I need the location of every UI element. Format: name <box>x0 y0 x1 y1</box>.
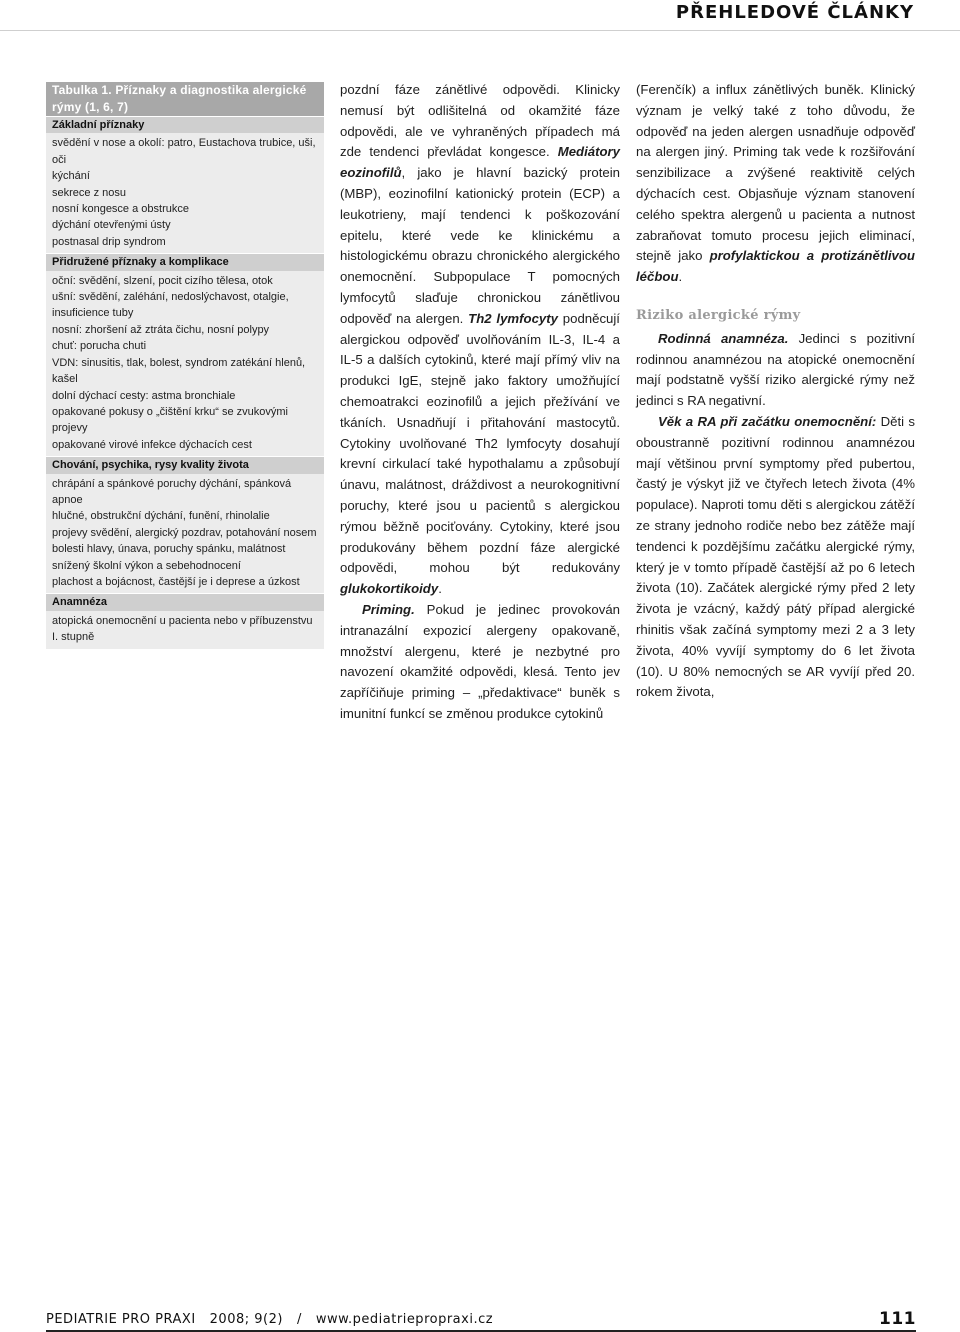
page-number: 111 <box>879 1309 916 1329</box>
text-run: , jako je hlavní bazický protein (MBP), eozinofilní kationický protein (ECP) a leukotrieny, mají tendenci k poškozování epitelu, které vede ke klinickému a histologickému obrazu chronického alergického onemocnění. Subpopulace T pomocných lymfocytů slaďuje chronickou zánětlivou odpověď na alergen. <box>340 165 620 326</box>
table-section-body <box>46 611 324 649</box>
journal-issue: 2008; 9(2) <box>209 1312 283 1327</box>
table-item: dýchání otevřenými ústy <box>52 219 171 232</box>
table-item: projevy svědění, alergický pozdrav, potahování nosem <box>52 526 317 539</box>
journal-name: PEDIATRIE PRO PRAXI <box>46 1312 196 1327</box>
table-section-body <box>46 271 324 456</box>
header-divider <box>0 30 960 31</box>
table-item: nosní kongesce a obstrukce <box>52 203 189 216</box>
table-item: postnasal drip syndrom <box>52 235 166 248</box>
table-title: Tabulka 1. Příznaky a diagnostika alergické rýmy (1, 6, 7) <box>46 82 324 116</box>
table-section-heading: Chování, psychika, rysy kvality života <box>46 456 324 473</box>
text-run: podněcují alergickou odpověď uvolňováním IL-3, IL-4 a IL-5 a dalších cytokinů, které mají přímý vliv na produkci IgE, stejně jako faktory umožňující chemoatrakci eozinofilů a jejich přežívání ve tkáních. Usnadňují i přitahování mastocytů. Cytokiny uvolňované Th2 lymfocyty dosahují krevní cirkulací také hypothalamu a způsobují únavu, malátnost, dráždivost a neurokognitivní poruchy, které jsou u pacientů s alergickou rýmou běžně pociťovány. Cytokiny, které jsou produkovány během pozdní fáze alergické odpovědi, mohou být redukovány <box>340 310 620 576</box>
footer-citation <box>46 1312 493 1327</box>
table-item: VDN: sinusitis, tlak, bolest, syndrom zatékání hlenů, kašel <box>52 356 306 386</box>
text-run: (Ferenčík) a influx zánětlivých buněk. Klinický význam je velký také z toho důvodu, že odpověď na jeden alergen usnadňuje odpověď na alergen jiný. Priming tak vede k rozšiřování senzibilizace a zvýšené reaktivitě celých dýchacích cest. Objasňuje význam stanovení celého spektra alergenů u pacienta a nutnost zabraňovat tomuto procesu jejich eliminací, stejně jako <box>636 82 915 264</box>
paragraph <box>340 600 620 725</box>
footer-separator: / <box>296 1312 302 1327</box>
table-item: plachost a bojácnost, častější je i deprese a úzkost <box>52 575 300 588</box>
table-item: kýchání <box>52 170 90 183</box>
table-item: svědění v nose a okolí: patro, Eustachova trubice, uši, oči <box>52 137 316 166</box>
table-item: dolní dýchací cesty: astma bronchiale <box>52 389 236 402</box>
emphasis: profylaktickou a protizánětlivou léčbou <box>636 248 915 285</box>
table-item: snížený školní výkon a sebehodnocení <box>52 559 241 572</box>
page-footer <box>46 1309 916 1332</box>
section-label: PŘEHLEDOVÉ ČLÁNKY <box>675 2 914 23</box>
text-run: Jedinci s pozitivní rodinnou anamnézou na atopické onemocnění mají podstatně vyšší riziko alergické rýmy než jedinci s RA negativní. <box>636 330 915 409</box>
emphasis: Věk a RA při začátku onemocnění: <box>658 413 877 429</box>
table-section-heading: Základní příznaky <box>46 116 324 133</box>
table-section-body <box>46 133 324 253</box>
table-item: chrápání a spánkové poruchy dýchání, spánková apnoe <box>52 477 292 506</box>
table-item: oční: svědění, slzení, pocit cizího tělesa, otok <box>52 274 273 287</box>
text-run: Děti s oboustranně pozitivní rodinnou anamnézou mají většinou první symptomy před pubertou, častý je výskyt již ve čtyřech letech života (4% populace). Naproti tomu děti s alergickou zátěží ze strany jednoho rodiče nebo bez zátěže mají tendenci k pozdějšímu začátku alergické rýmy, který je v tomto případě častější až po 6 letech života (10). Začátek alergické rýmy před 2 lety života je vzácný, každý pátý případ alergické rhinitis však začíná symptomy mezi 2 a 3 lety života, 40% vyvíjí symptomy do 6 let života (10). U 80% nemocných se AR vyvíjí před 20. rokem života, <box>636 413 916 700</box>
table-section-body <box>46 474 324 594</box>
symptom-table <box>46 82 324 649</box>
paragraph <box>340 80 620 600</box>
text-run: pozdní fáze zánětlivé odpovědi. Klinicky nemusí být odlišitelná od okamžité fáze odpovědi, ale ve vyhraněných případech má zde tendenci převládat kongesce. <box>340 82 620 160</box>
text-run: . <box>678 269 683 285</box>
paragraph <box>636 80 915 288</box>
emphasis: Th2 lymfocyty <box>468 310 558 326</box>
table-item: hlučné, obstrukční dýchání, funění, rhinolalie <box>52 510 270 523</box>
subheading: Riziko alergické rýmy <box>636 307 801 323</box>
emphasis: Rodinná anamnéza. <box>658 330 789 346</box>
emphasis: Mediátory eozinofilů <box>340 144 620 181</box>
table-section-heading: Přidružené příznaky a komplikace <box>46 253 324 270</box>
table-item: atopická onemocnění u pacienta nebo v příbuzenstvu I. stupně <box>52 614 313 644</box>
paragraph <box>636 329 915 412</box>
table-item: bolesti hlavy, únava, poruchy spánku, malátnost <box>52 543 286 556</box>
table-item: sekrece z nosu <box>52 186 126 199</box>
text-run: Pokud je jedinec provokován intranazální expozicí alergeny opakovaně, množství alergenu, které je nezbytné pro navození okamžité odpovědi, klesá. Tento jev zapříčiňuje priming – „předaktivace“ buněk s imunitní funkcí se změnou produkce cytokinů <box>340 601 620 721</box>
paragraph <box>636 412 915 703</box>
table-item: chuť: porucha chuti <box>52 340 147 353</box>
emphasis: glukokortikoidy <box>340 581 439 597</box>
table-item: ušní: svědění, zaléhání, nedoslýchavost, otalgie, insuficience tuby <box>52 291 289 320</box>
journal-url[interactable]: www.pediatriepropraxi.cz <box>315 1312 494 1327</box>
text-run: . <box>438 581 442 597</box>
table-item: nosní: zhoršení až ztráta čichu, nosní polypy <box>52 323 270 336</box>
table-item: opakované pokusy o „čištění krku“ se zvukovými projevy <box>52 405 288 435</box>
table-section-heading: Anamnéza <box>46 593 324 610</box>
table-item: opakované virové infekce dýchacích cest <box>52 438 252 451</box>
emphasis: Priming. <box>362 601 415 617</box>
text-column-right <box>636 80 915 703</box>
text-column-middle <box>340 80 620 725</box>
